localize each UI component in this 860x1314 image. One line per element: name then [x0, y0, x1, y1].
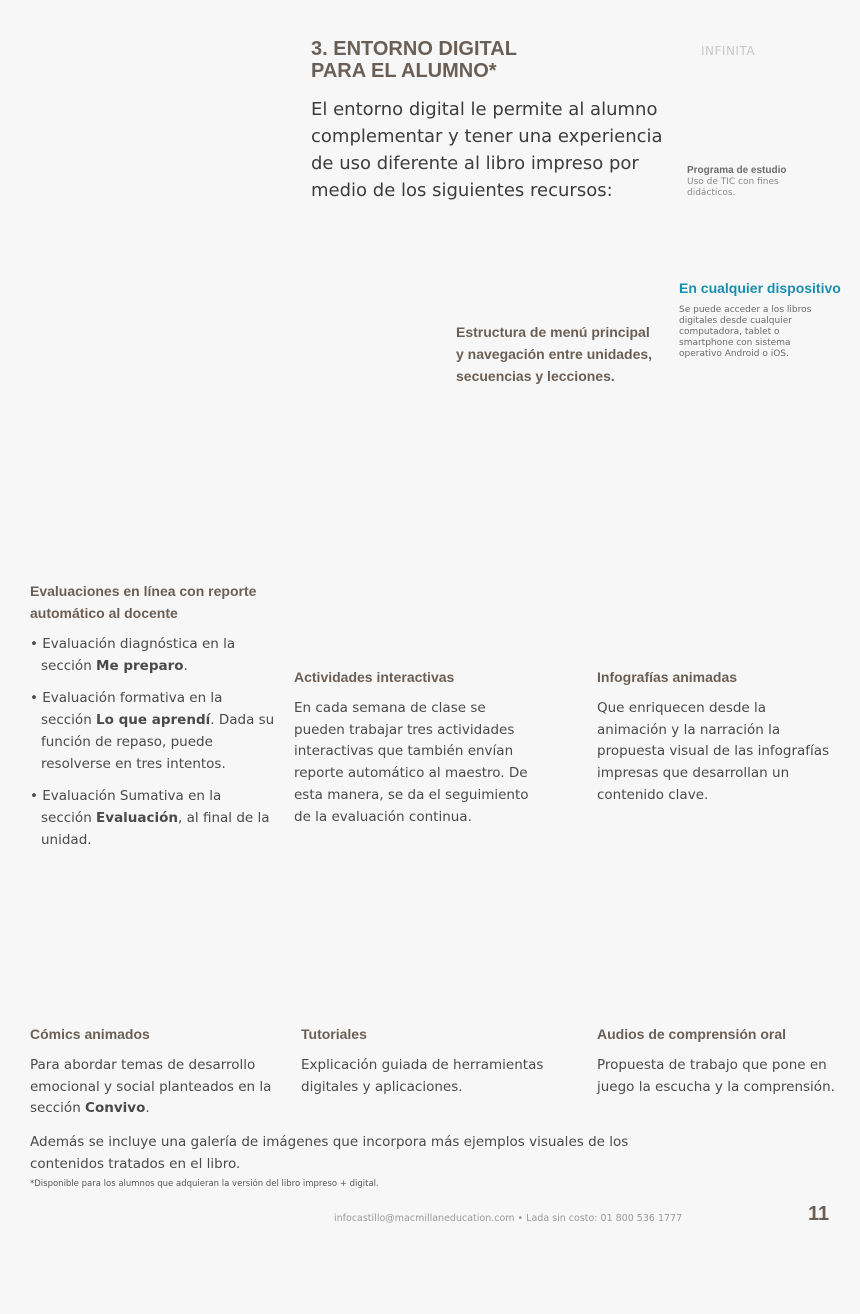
infographics-section: [597, 666, 832, 807]
evaluations-section: [30, 580, 275, 862]
list-item: • Evaluación diagnóstica en la sección Me preparo.: [30, 636, 236, 674]
tutorials-text: Explicación guiada de herramientas digitales y aplicaciones.: [301, 1057, 544, 1095]
infographics-heading: Infografías animadas: [597, 669, 738, 685]
title-line-2: PARA EL ALUMNO*: [311, 60, 497, 82]
brand-label: INFINITA: [701, 44, 756, 58]
study-program-note: [687, 165, 817, 199]
audio-section: [597, 1023, 837, 1098]
evaluations-list: [30, 634, 275, 851]
page-number: 11: [808, 1203, 830, 1225]
study-program-text: Uso de TIC con fines didácticos.: [687, 177, 779, 198]
any-device-text: Se puede acceder a los libros digitales desde cualquier computadora, tablet o smartphone con sistema operativo Android o iOS.: [679, 305, 812, 359]
interactive-section: [294, 666, 529, 828]
gallery-note: Además se incluye una galería de imágenes que incorpora más ejemplos visuales de los contenidos tratados en el libro.: [30, 1134, 629, 1172]
list-item: • Evaluación formativa en la sección Lo que aprendí. Dada su función de repaso, puede resolverse en tres intentos.: [30, 690, 275, 772]
tutorials-section: [301, 1023, 546, 1098]
footnote: *Disponible para los alumnos que adquieran la versión del libro impreso + digital.: [30, 1179, 379, 1189]
comics-heading: Cómics animados: [30, 1026, 150, 1042]
list-item: • Evaluación Sumativa en la sección Evaluación, al final de la unidad.: [30, 788, 270, 848]
interactive-heading: Actividades interactivas: [294, 669, 455, 685]
evaluations-heading: Evaluaciones en línea con reporte automático al docente: [30, 583, 257, 621]
infographics-text: Que enriquecen desde la animación y la narración la propuesta visual de las infografías impresas que desarrollan un contenido clave.: [597, 700, 830, 803]
tutorials-heading: Tutoriales: [301, 1026, 367, 1042]
menu-structure-note: Estructura de menú principal y navegación entre unidades, secuencias y lecciones.: [456, 324, 653, 384]
contact-info: infocastillo@macmillaneducation.com • Lada sin costo: 01 800 536 1777: [334, 1213, 683, 1224]
any-device-heading: En cualquier dispositivo: [679, 280, 841, 296]
comics-text: Para abordar temas de desarrollo emocional y social planteados en la sección Convivo.: [30, 1057, 272, 1117]
comics-section: [30, 1023, 275, 1120]
page-title: [311, 38, 641, 82]
study-program-heading: Programa de estudio: [687, 165, 787, 176]
interactive-text: En cada semana de clase se pueden trabajar tres actividades interactivas que también envían reporte automático al maestro. De esta manera, se da el seguimiento de la evaluación continua.: [294, 700, 529, 825]
audio-heading: Audios de comprensión oral: [597, 1026, 787, 1042]
title-line-1: 3. ENTORNO DIGITAL: [311, 38, 517, 60]
intro-paragraph: El entorno digital le permite al alumno complementar y tener una experiencia de uso diferente al libro impreso por medio de los siguientes recursos:: [311, 99, 663, 201]
audio-text: Propuesta de trabajo que pone en juego la escucha y la comprensión.: [597, 1057, 835, 1095]
any-device-note: [679, 279, 849, 360]
